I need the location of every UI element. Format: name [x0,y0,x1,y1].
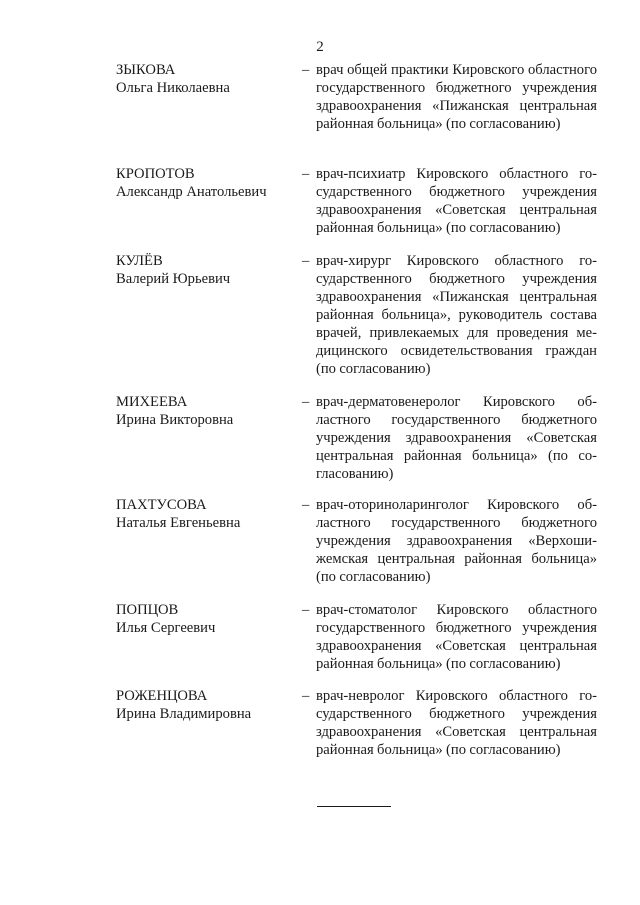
member-name [116,165,296,201]
member-name [116,393,296,429]
entry-dash: – [302,166,310,182]
member-position: врач общей практики Кировского областного государственного бюджетного учреждения здравоохранения «Пижанская центральная районная больница» (по согласованию) [316,62,597,132]
member-given-names: Илья Сергеевич [116,620,216,636]
member-given-names: Наталья Евгеньевна [116,515,241,531]
member-name [116,601,296,637]
entry-dash: – [302,497,310,513]
member-name [116,61,296,97]
member-surname: РОЖЕНЦОВА [116,688,208,704]
member-given-names: Ирина Владимировна [116,706,252,722]
member-given-names: Валерий Юрьевич [116,271,231,287]
member-position: врач-дерматовенеролог Кировского областного государственного бюджетного учреждения здравоохранения «Советская центральная районная больница» (по согласованию) [316,394,597,482]
member-position: врач-хирург Кировского областного государственного бюджетного учреждения здравоохранения «Пижанская центральная районная больница», руководитель состава врачей, привлекаемых для проведения медицинского освидетельствования граждан (по согласованию) [316,253,597,377]
member-given-names: Александр Анатольевич [116,184,267,200]
member-surname: ЗЫКОВА [116,62,176,78]
entry-dash: – [302,253,310,269]
member-surname: ПАХТУСОВА [116,497,207,513]
member-entry-poptsov [0,601,640,687]
member-position: врач-оториноларинголог Кировского областного государственного бюджетного учреждения здравоохранения «Верхошижемская центральная районная больница» (по согласованию) [316,497,597,585]
member-surname: КРОПОТОВ [116,166,195,182]
member-entry-zykova [0,61,640,165]
member-entry-kropotov [0,165,640,252]
member-given-names: Ирина Викторовна [116,412,234,428]
entry-dash: – [302,688,310,704]
member-position: врач-стоматолог Кировского областного государственного бюджетного учреждения здравоохранения «Советская центральная районная больница» (по согласованию) [316,602,597,672]
member-entry-rozhentsova [0,687,640,767]
member-list [0,61,640,767]
member-surname: ПОПЦОВ [116,602,179,618]
member-given-names: Ольга Николаевна [116,80,230,96]
entry-dash: – [302,602,310,618]
member-entry-kulyov [0,252,640,393]
member-surname: МИХЕЕВА [116,394,188,410]
member-position: врач-невролог Кировского областного государственного бюджетного учреждения здравоохранения «Советская центральная районная больница» (по согласованию) [316,688,597,758]
member-name [116,252,296,288]
entry-dash: – [302,62,310,78]
page-number: 2 [316,39,324,55]
entry-dash: – [302,394,310,410]
member-name [116,687,296,723]
member-position: врач-психиатр Кировского областного государственного бюджетного учреждения здравоохранения «Советская центральная районная больница» (по согласованию) [316,166,597,236]
member-name [116,496,296,532]
end-of-list-rule [317,806,391,807]
member-entry-mikheeva [0,393,640,496]
member-entry-pakhtusova [0,496,640,601]
member-surname: КУЛЁВ [116,253,163,269]
